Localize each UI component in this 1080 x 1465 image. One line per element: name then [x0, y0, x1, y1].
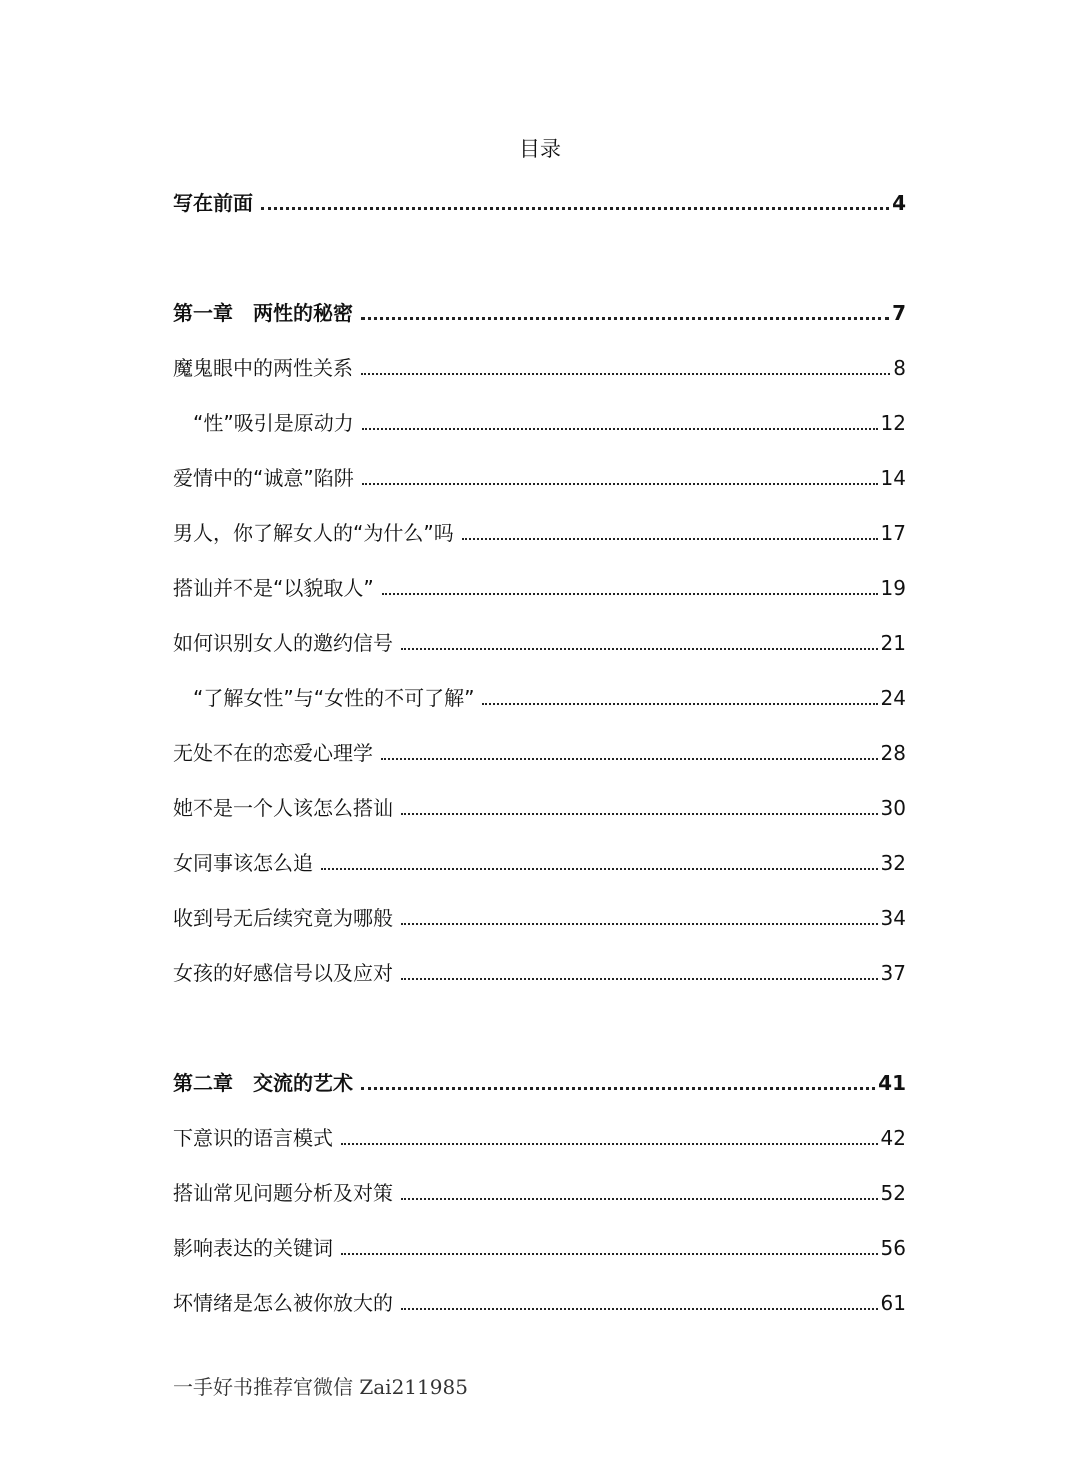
dot-leader	[362, 482, 878, 485]
toc-entry-title: 男人，你了解女人的“为什么”吗	[173, 521, 454, 545]
toc-entry[interactable]	[173, 626, 906, 660]
toc-entry-title: “性”吸引是原动力	[193, 411, 354, 435]
dot-leader	[361, 316, 889, 320]
toc-entry-page: 42	[880, 1126, 906, 1150]
toc-entry[interactable]	[173, 406, 906, 440]
dot-leader	[362, 427, 878, 430]
toc-entry[interactable]	[173, 1121, 906, 1155]
toc-entry[interactable]	[173, 791, 906, 825]
toc-entry[interactable]	[173, 846, 906, 880]
dot-leader	[341, 1142, 878, 1145]
dot-leader	[401, 1307, 878, 1310]
toc-entry-title: 爱情中的“诚意”陷阱	[173, 466, 354, 490]
toc-entry-title: 女同事该怎么追	[173, 851, 313, 875]
toc-entry-page: 24	[880, 686, 906, 710]
dot-leader	[401, 977, 878, 980]
dot-leader	[401, 1197, 878, 1200]
dot-leader	[382, 592, 878, 595]
toc-entry[interactable]	[173, 901, 906, 935]
toc-entry-title: 搭讪并不是“以貌取人”	[173, 576, 374, 600]
toc-entry-page: 34	[880, 906, 906, 930]
toc-entry-page: 37	[880, 961, 906, 985]
dot-leader	[381, 757, 878, 760]
toc-entry-title: 无处不在的恋爱心理学	[173, 741, 373, 765]
toc-entry[interactable]	[173, 461, 906, 495]
toc-entry-title: 她不是一个人该怎么搭讪	[173, 796, 393, 820]
dot-leader	[462, 537, 878, 540]
toc-entry-title: 魔鬼眼中的两性关系	[173, 356, 353, 380]
toc-entry[interactable]	[173, 1286, 906, 1320]
toc-entry-page: 61	[880, 1291, 906, 1315]
toc-entry-title: 下意识的语言模式	[173, 1126, 333, 1150]
dot-leader	[361, 1086, 875, 1090]
toc-entry-title: 女孩的好感信号以及应对	[173, 961, 393, 985]
toc-entry-title: 搭讪常见问题分析及对策	[173, 1181, 393, 1205]
toc-entry-preface[interactable]	[173, 186, 906, 220]
dot-leader	[401, 922, 878, 925]
dot-leader	[341, 1252, 878, 1255]
toc-entry[interactable]	[173, 351, 906, 385]
toc-entry[interactable]	[173, 681, 906, 715]
toc-entry-page: 4	[892, 191, 906, 215]
toc-entry[interactable]	[173, 736, 906, 770]
toc-entry-title: 如何识别女人的邀约信号	[173, 631, 393, 655]
dot-leader	[261, 206, 889, 210]
toc-entry-page: 28	[880, 741, 906, 765]
dot-leader	[401, 812, 878, 815]
toc-entry-page: 14	[880, 466, 906, 490]
toc-entry-chapter-1[interactable]	[173, 296, 906, 330]
toc-entry-title: 第一章 两性的秘密	[173, 301, 353, 325]
toc-heading: 目录	[519, 137, 561, 161]
toc-entry-page: 30	[880, 796, 906, 820]
toc-entry-page: 56	[880, 1236, 906, 1260]
toc-entry-title: 影响表达的关键词	[173, 1236, 333, 1260]
toc-entry-page: 12	[880, 411, 906, 435]
toc-entry-title: 写在前面	[173, 191, 253, 215]
toc-entry-page: 32	[880, 851, 906, 875]
toc-entry[interactable]	[173, 1176, 906, 1210]
toc-entry[interactable]	[173, 571, 906, 605]
toc-entry-page: 52	[880, 1181, 906, 1205]
dot-leader	[401, 647, 878, 650]
toc-entry-page: 41	[878, 1071, 906, 1095]
toc-entry-title: 坏情绪是怎么被你放大的	[173, 1291, 393, 1315]
toc-entry-page: 7	[892, 301, 906, 325]
footer-watermark-text: 一手好书推荐官微信 Zai211985	[173, 1375, 468, 1399]
toc-entry-title: 第二章 交流的艺术	[173, 1071, 353, 1095]
toc-entry-chapter-2[interactable]	[173, 1066, 906, 1100]
dot-leader	[321, 867, 878, 870]
dot-leader	[482, 702, 877, 705]
toc-entry-page: 21	[880, 631, 906, 655]
toc-entry[interactable]	[173, 516, 906, 550]
toc-entry[interactable]	[173, 1231, 906, 1265]
toc-entry-page: 8	[893, 356, 906, 380]
toc-entry-title: 收到号无后续究竟为哪般	[173, 906, 393, 930]
toc-entry-title: “了解女性”与“女性的不可了解”	[193, 686, 475, 710]
dot-leader	[361, 372, 890, 375]
toc-entry[interactable]	[173, 956, 906, 990]
toc-entry-page: 19	[880, 576, 906, 600]
toc-entry-page: 17	[880, 521, 906, 545]
